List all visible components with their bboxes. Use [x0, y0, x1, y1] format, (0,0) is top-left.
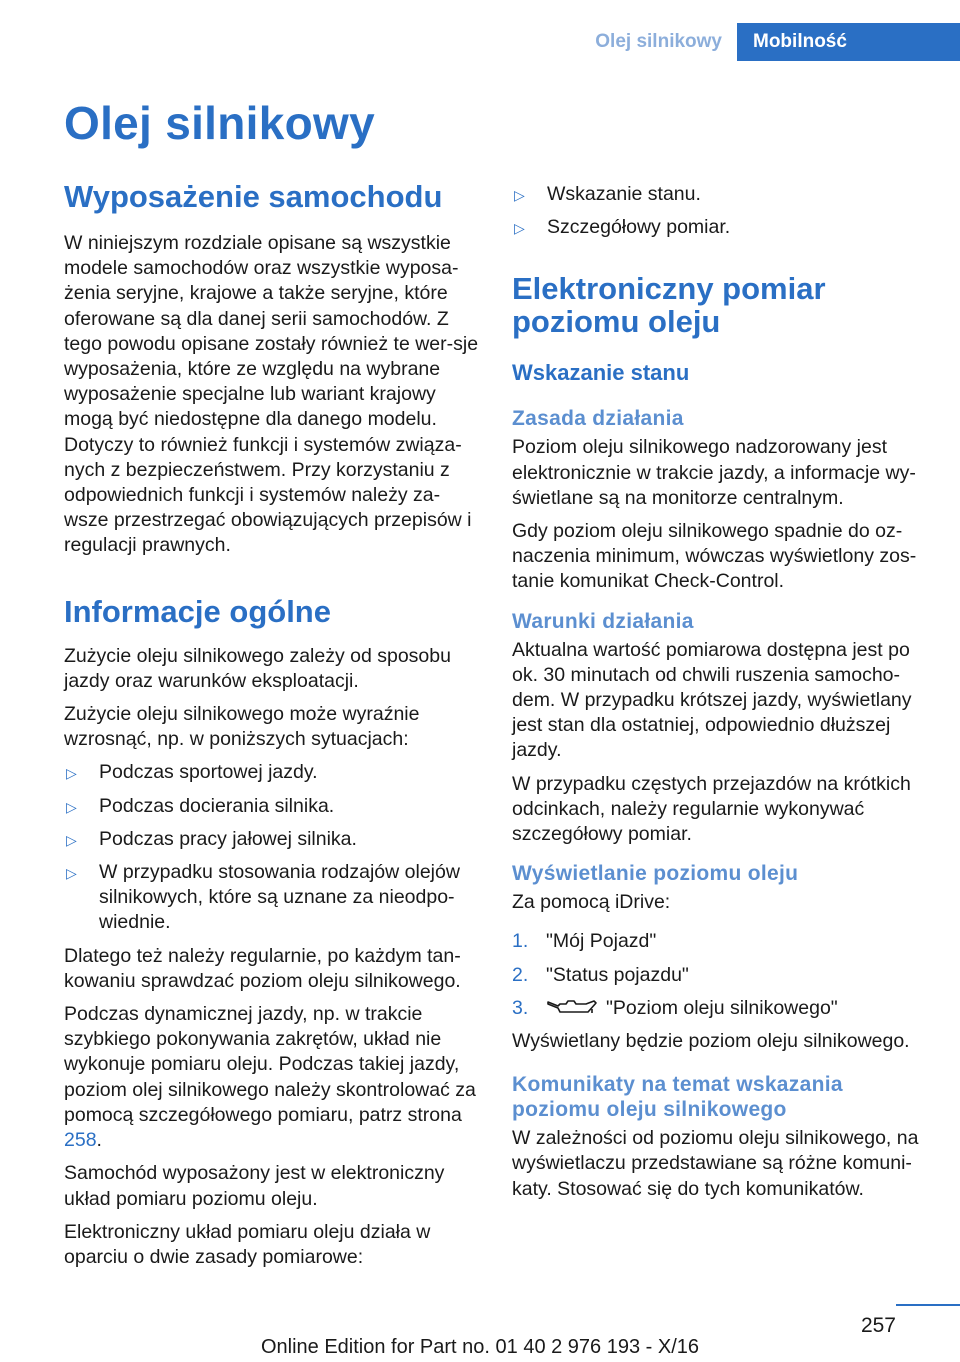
paragraph-dynamic-driving: Podczas dynamicznej jazdy, np. w trakcie szybkiego pokonywania zakrętów, układ nie wykonuje pomiaru oleju. Podczas takiej jazdy, poziom olej silnikowego należy skontrolować za pomocą szczegółowego pomiaru, patrz strona 258.: [64, 1003, 476, 1152]
heading-general-info: Informacje ogólne: [64, 593, 331, 629]
list-item: ▷ Wskazanie stanu.: [512, 182, 932, 207]
triangle-right-icon: ▷: [66, 865, 77, 882]
page-number: 257: [860, 1314, 896, 1337]
left-column: [64, 180, 484, 1278]
page-reference-link[interactable]: 258: [64, 1129, 97, 1152]
list-item: ▷ Podczas sportowej jazdy.: [64, 760, 484, 785]
edition-note: Online Edition for Part no. 01 40 2 976 193 - X/16: [260, 1336, 700, 1358]
consumption-situations-list: [64, 760, 484, 935]
triangle-right-icon: ▷: [66, 831, 77, 848]
list-item: 3. "Poziom oleju silnikowego": [512, 996, 838, 1019]
list-item: ▷ Podczas docierania silnika.: [64, 794, 484, 819]
paragraph-measurement-principles: Elektroniczny układ pomiaru oleju działa w oparciu o dwie zasady pomiarowe:: [64, 1220, 431, 1268]
oil-can-icon: [546, 998, 598, 1016]
list-item: 2. "Status pojazdu": [512, 963, 689, 986]
heading-electronic-measurement: Elektroniczny pomiar poziomu oleju: [512, 271, 826, 340]
triangle-right-icon: ▷: [66, 765, 77, 782]
header-chapter-tab[interactable]: Mobilność: [737, 23, 960, 61]
triangle-right-icon: ▷: [66, 798, 77, 815]
heading-oil-level-display: Wyświetlanie poziomu oleju: [512, 862, 799, 886]
heading-equipment: Wyposażenie samochodu: [64, 179, 443, 214]
triangle-right-icon: ▷: [514, 220, 525, 237]
paragraph-equipment: W niniejszym rozdziale opisane są wszystkie modele samochodów oraz wszystkie wyposa-żenia seryjne, krajowe a także seryjne, które oferowane są dla danej serii samochodów. Z tego powodu opisane zostały również te wer-sje wyposażenia, które ze względu na wybrane wyposażenie specjalne lub wariant krajowy mogą być niedostępne dla danego modelu. Dotyczy to również funkcji i systemów związa-nych z bezpieczeństwem. Przy korzystaniu z odpowiednich funkcji i systemów należy za-wsze przestrzegać obowiązujących przepisów i regulacji prawnych.: [64, 232, 479, 557]
list-item: ▷ W przypadku stosowania rodzajów olejów silnikowych, które są uznane za nieodpo-wiednie.: [66, 861, 460, 934]
paragraph-idrive: Za pomocą iDrive:: [512, 891, 671, 914]
paragraph-principle-1: Poziom oleju silnikowego nadzorowany jest elektronicznie w trakcie jazdy, a informacje wy-świetlane są na monitorze centralnym.: [512, 436, 916, 509]
right-column: [512, 182, 932, 1210]
page-header: [0, 23, 960, 61]
paragraph-general-1: Zużycie oleju silnikowego zależy od sposobu jazdy oraz warunków eksploatacji.: [64, 644, 451, 692]
paragraph-conditions-1: Aktualna wartość pomiarowa dostępna jest po ok. 30 minutach od chwili ruszenia samocho-dem. W przypadku krótszej jazdy, wyświetlany jest stan dla ostatniej, odpowiednio dłuższej jazdy.: [512, 638, 912, 762]
page-title: Olej silnikowy: [64, 97, 375, 149]
list-item: ▷ Szczegółowy pomiar.: [512, 215, 932, 240]
heading-conditions: Warunki działania: [512, 609, 694, 633]
idrive-steps-list: [512, 929, 932, 1021]
heading-oil-level-messages: Komunikaty na temat wskazania poziomu oleju silnikowego: [512, 1073, 843, 1122]
paragraph-principle-2: Gdy poziom oleju silnikowego spadnie do oz-naczenia minimum, wówczas wyświetlony zos-tanie komunikat Check-Control.: [512, 520, 917, 593]
footer-rule: [896, 1304, 960, 1306]
paragraph-check-regularly: Dlatego też należy regularnie, po każdym tan-kowaniu sprawdzać poziom oleju silnikowego.: [64, 944, 461, 992]
header-section-title[interactable]: Olej silnikowy: [581, 23, 736, 61]
list-item: 1. "Mój Pojazd": [512, 930, 657, 953]
paragraph-electronic-system: Samochód wyposażony jest w elektroniczny układ pomiaru poziomu oleju.: [64, 1162, 445, 1210]
heading-principle: Zasada działania: [512, 407, 684, 431]
measurement-principles-list: [512, 182, 932, 240]
list-item: ▷ Podczas pracy jałowej silnika.: [64, 827, 484, 852]
paragraph-oil-level-shown: Wyświetlany będzie poziom oleju silnikowego.: [512, 1030, 910, 1053]
paragraph-general-2: Zużycie oleju silnikowego może wyraźnie wzrosnąć, np. w poniższych sytuacjach:: [64, 703, 420, 751]
triangle-right-icon: ▷: [514, 187, 525, 203]
heading-status-indication: Wskazanie stanu: [512, 360, 690, 386]
paragraph-oil-level-messages: W zależności od poziomu oleju silnikowego, na wyświetlaczu przedstawiane są różne komuni-katy. Stosować się do tych komunikatów.: [512, 1127, 919, 1200]
paragraph-conditions-2: W przypadku częstych przejazdów na krótkich odcinkach, należy regularnie wykonywać szczegółowy pomiar.: [512, 772, 911, 846]
